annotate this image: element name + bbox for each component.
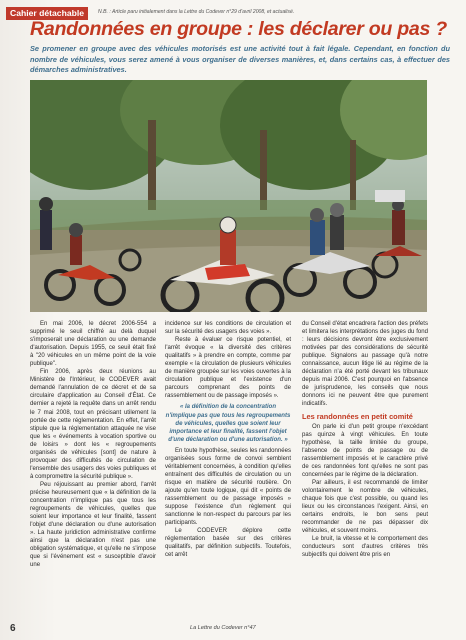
article-column-2 — [165, 320, 291, 559]
paragraph: du Conseil d'état encadrera l'action des préfets et limitera les interprétations des juges du fond : leurs décisions devront être exclusivement motivées par des considérations de sécurité publique. Signalons au passage qu'à notre connaissance, aucun litige lié au régime de la déclaration n'a été porté devant les tribunaux depuis mai 2006. C'est pourquoi en l'absence de jurisprudence, les conseils que nous donnons ici ne peuvent être que purement indicatifs. — [302, 321, 428, 408]
page-footer — [0, 622, 466, 636]
paragraph: Fin 2006, après deux réunions au Ministère de l'Intérieur, le CODEVER avait demandé l'annulation de ce décret et de sa circulaire d'application au Conseil d'État. Ce dernier a rejeté la requête dans un arrêt rendu le 7 mai 2008, tout en précisant utilement la portée de cette réglementation. En effet, l'arrêt stipule que la réglementation attaquée ne vise que les « événements à vocation sportive ou de loisirs » dont les « regroupements organisés de véhicules [sont] de nature à provoquer des difficultés de circulation de l'ensemble des usagers des voies publiques et à compromettre la sécurité publique ». — [30, 369, 156, 480]
paragraph: Reste à évaluer ce risque potentiel, et l'arrêt évoque « la diversité des critères qualitatifs » à prendre en compte, comme par exemple « la circulation de plusieurs véhicules de manière groupée sur les voies ouvertes à la circulation publique et l'existence d'un parcours comprenant des points de rassemblement ou de passage imposés ». — [165, 337, 291, 400]
paragraph: Peu réjouissant au premier abord, l'arrêt précise heureusement que « la définition de la concentration n'implique pas que tous les regroupements de véhicules, quelles que soient leur importance et leur finalité, fassent l'objet d'une déclaration ou d'une autorisation ». La haute juridiction administrative confirme ainsi que la déclaration n'est pas une obligation systématique, et qu'elle ne s'impose que si l'événement est « susceptible d'avoir une — [30, 481, 156, 569]
article-column-1 — [30, 320, 156, 569]
paragraph: En toute hypothèse, seules les randonnées organisées sous forme de convoi semblent véritablement concernées, à condition qu'elles entraînent des difficultés de circulation ou un risque en matière de sécurité routière. On ajoute qu'en toute logique, qui dit « points de rassemblement ou de passage imposés » suppose l'existence d'un règlement qui sanctionne le non-respect du parcours par les participants. — [165, 447, 291, 527]
paragraph: incidence sur les conditions de circulation et sur la sécurité des usagers des voies ». — [165, 321, 291, 336]
editor-note: N.B. : Article paru initialement dans la Lettre du Codever n°29 d'avril 2008, et actualisé. — [98, 9, 295, 15]
paragraph: On parle ici d'un petit groupe n'excédant pas quinze à vingt véhicules. En toute hypothèse, la taille limitée du groupe, l'absence de points de passage ou de rassemblement imposés et le caractère privé de ces randonnées font qu'elles ne sont pas concernées par le régime de la déclaration. — [302, 423, 428, 478]
group-ride-photo — [30, 80, 427, 312]
page-number: 6 — [10, 623, 16, 634]
paragraph: Le CODEVER déplore cette réglementation basée sur des critères qualitatifs, par définition subjectifs. Toutefois, cet arrêt — [165, 528, 291, 559]
article-title: Randonnées en groupe : les déclarer ou pas ? — [30, 18, 447, 40]
paragraph: Le bruit, la vitesse et le comportement des conducteurs sont d'autres critères très subjectifs qui doivent être pris en — [302, 536, 428, 559]
article-column-3 — [302, 320, 428, 559]
paragraph: En mai 2006, le décret 2006-554 a supprimé le seuil chiffré au delà duquel s'imposerait une déclaration ou une demande d'autorisation. Depuis 1955, ce seuil était fixé à "20 véhicules en un même point de la voie publique". — [30, 321, 156, 368]
section-heading: Les randonnées en petit comité — [302, 411, 413, 421]
publication-name: La Lettre du Codever n°47 — [190, 625, 256, 631]
paragraph: Par ailleurs, il est recommandé de limiter volontairement le nombre de véhicules, chaque fois que c'est possible, ou quand les lieux ou les circonstances l'exigent. Ainsi, en certains endroits, le bon sens peut recommander de ne pas dépasser dix véhicules, et souvent moins. — [302, 479, 428, 535]
section-tag: Cahier détachable — [6, 7, 88, 20]
pull-quote: « la définition de la concentration n'implique pas que tous les regroupements de véhicules, quelles que soient leur importance et leur finalité, fassent l'objet d'une déclaration ou d'une autorisation. » — [165, 404, 291, 443]
article-lead: Se promener en groupe avec des véhicules motorisés est une activité tout à fait légale. Cependant, en fonction du nombre de véhicules, vous serez amené à vous organiser de diverses manières, et, dans certains cas, à effectuer des démarches administratives. — [30, 44, 450, 75]
